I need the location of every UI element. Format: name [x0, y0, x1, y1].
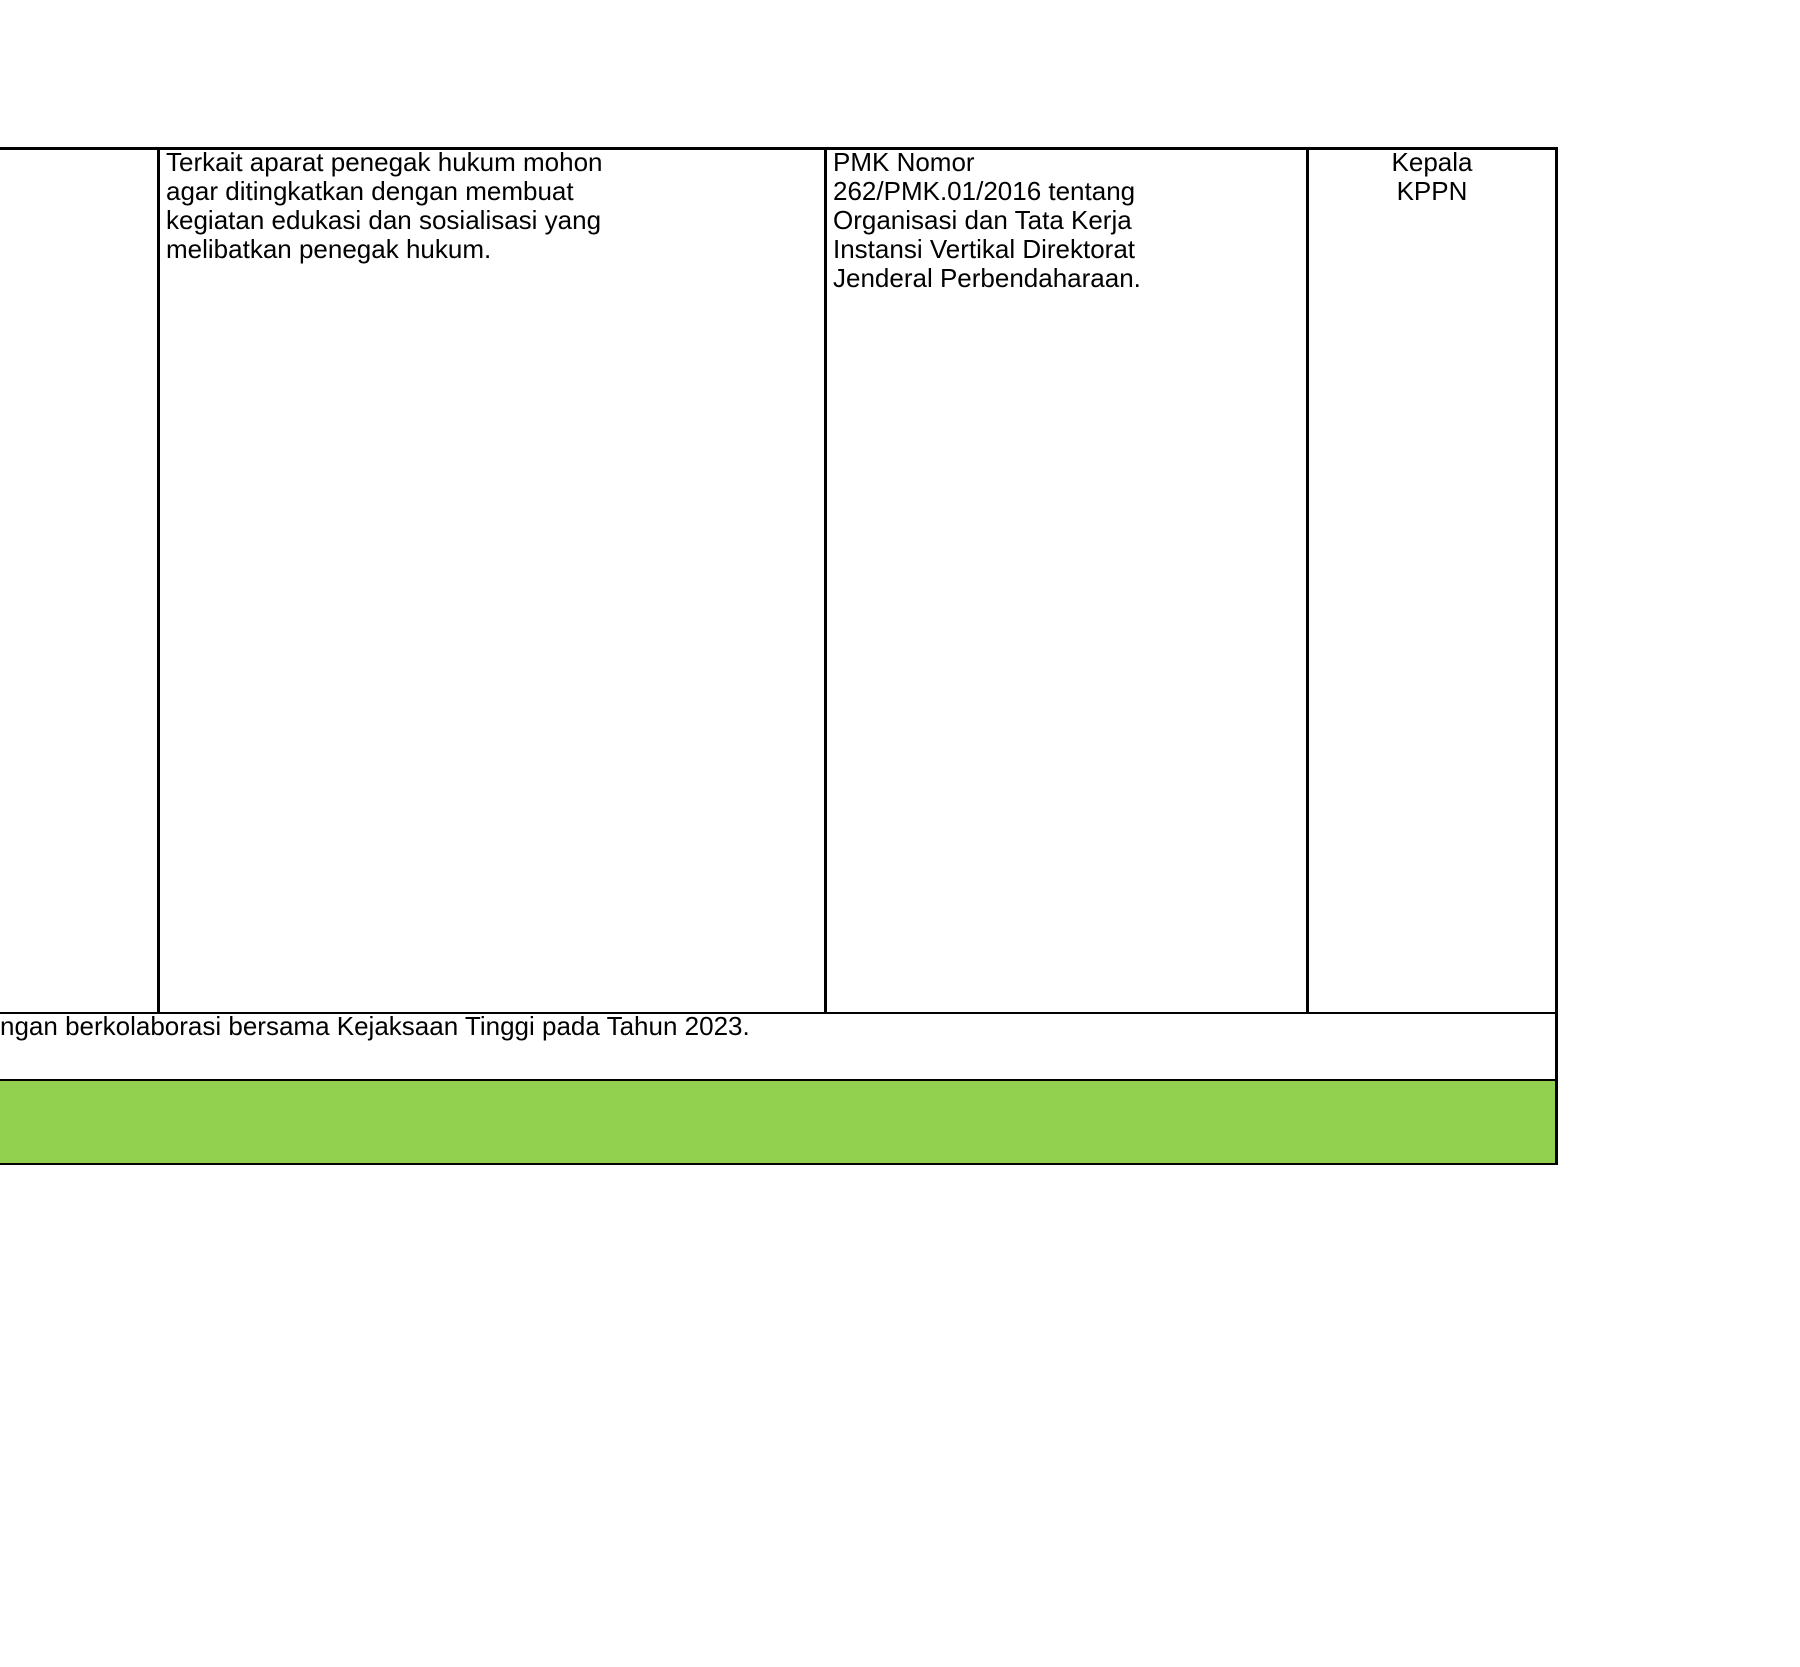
column-divider-1: [157, 147, 160, 1014]
saran-line: Terkait aparat penegak hukum mohon: [166, 147, 603, 177]
pic-cell: [1309, 148, 1555, 206]
dasar-hukum-line: 262/PMK.01/2016 tentang: [833, 176, 1136, 206]
summary-text: ngan berkolaborasi bersama Kejaksaan Tinggi pada Tahun 2023.: [0, 1011, 750, 1041]
dasar-hukum-line: Instansi Vertikal Direktorat: [833, 234, 1136, 264]
dasar-hukum-line: Organisasi dan Tata Kerja: [833, 205, 1132, 235]
pic-line: Kepala: [1391, 147, 1473, 177]
saran-line: kegiatan edukasi dan sosialisasi yang: [166, 205, 602, 235]
column-divider-2: [824, 147, 827, 1014]
section-header-row: [0, 1081, 1556, 1164]
saran-line: agar ditingkatkan dengan membuat: [166, 176, 574, 206]
summary-divider: [0, 1079, 1558, 1081]
saran-line: melibatkan penegak hukum.: [166, 234, 492, 264]
saran-cell: [166, 148, 603, 264]
column-divider-3: [1306, 147, 1309, 1014]
table-bottom-border: [0, 1163, 1558, 1165]
dasar-hukum-line: PMK Nomor: [833, 147, 975, 177]
dasar-hukum-line: Jenderal Perbendaharaan.: [833, 263, 1141, 293]
pic-line: KPPN: [1396, 176, 1468, 206]
dasar-hukum-cell: [833, 148, 1141, 293]
table-right-border: [1555, 147, 1558, 1165]
